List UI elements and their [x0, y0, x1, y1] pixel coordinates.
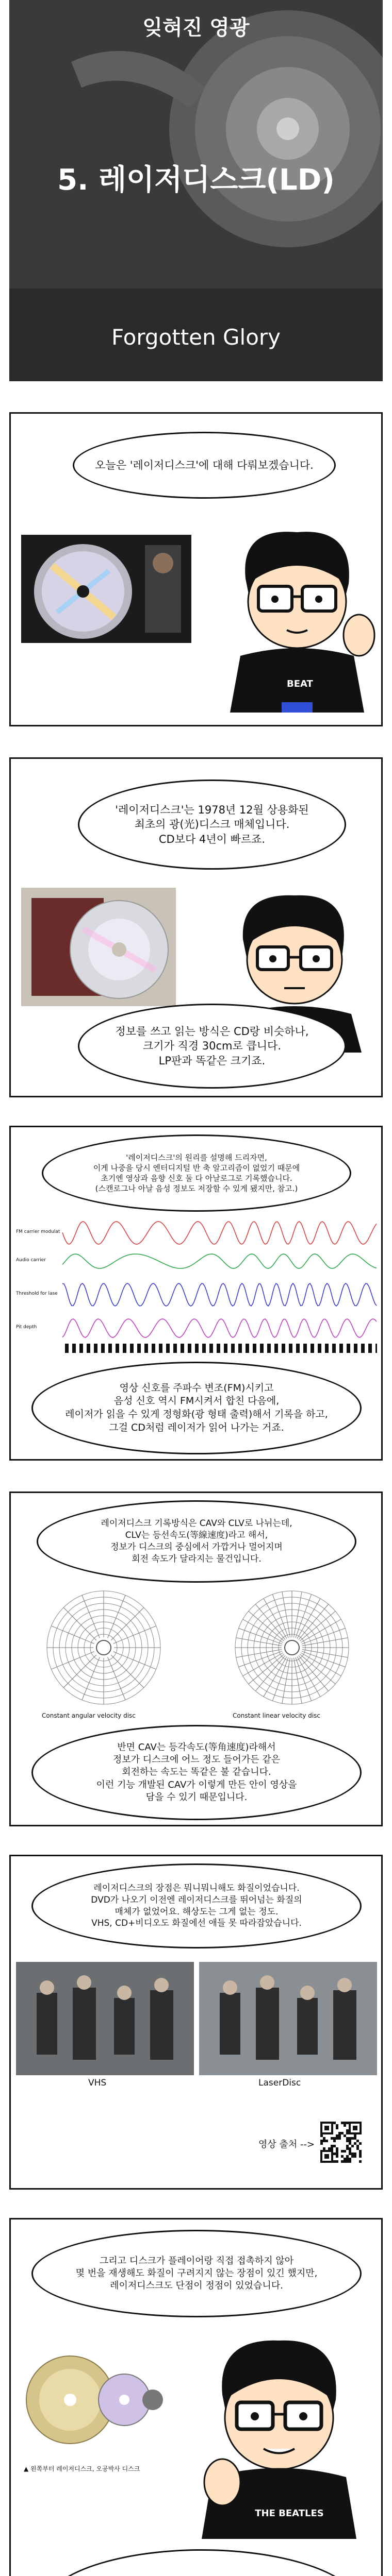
pit-mark — [152, 1344, 155, 1353]
signal-wave — [62, 1222, 377, 1244]
pit-mark — [231, 1344, 235, 1353]
pit-mark — [318, 1344, 321, 1353]
svg-text:BEAT: BEAT — [287, 679, 313, 689]
panel-history — [9, 757, 383, 1097]
pit-mark — [144, 1344, 148, 1353]
pit-mark — [94, 1344, 97, 1353]
signal-wave — [62, 1319, 377, 1337]
pit-mark — [311, 1344, 314, 1353]
narrator-character — [186, 2323, 372, 2539]
explain-text: 레이저디스크 기록방식은 CAV와 CLV로 나뉘는데, CLV는 등선속도(等線速度)라고 해서, 정보가 디스크의 중심에서 가깝거나 멀어지며 회전 속도가 달라지는 물건입니다. — [101, 1518, 292, 1564]
image-caption: ▲ 왼쪽부터 레이저디스크, 오공박사 디스크 — [24, 2465, 140, 2472]
disc-hole — [96, 1640, 111, 1655]
pit-mark — [130, 1344, 134, 1353]
speech-bubble — [42, 2549, 362, 2576]
pit-mark — [267, 1344, 271, 1353]
pit-mark — [202, 1344, 206, 1353]
graph-label: FM carrier modulat — [16, 1229, 60, 1234]
subtitle: Forgotten Glory — [111, 325, 281, 350]
caption-bubble — [31, 1362, 362, 1454]
explain-bubble — [42, 1134, 351, 1212]
title-panel — [9, 0, 383, 381]
speech-bubble — [78, 1004, 346, 1089]
pit-mark — [65, 1344, 69, 1353]
pit-mark — [339, 1344, 343, 1353]
panel-quality — [9, 1855, 383, 2190]
panel-cav-clv — [9, 1492, 383, 1826]
pit-mark — [188, 1344, 191, 1353]
pit-mark — [246, 1344, 249, 1353]
signal-wave — [62, 1283, 377, 1306]
pit-mark — [137, 1344, 141, 1353]
pit-mark — [79, 1344, 83, 1353]
cav-disc-diagram — [21, 1586, 186, 1709]
explain-text: '레이저디스크'의 원리를 설명해 드리자면, 이게 나중을 당시 엔터디지털 반 축 알고리즘이 없었기 때문에 초기엔 영상과 음향 신호 둘 다 아날로그로 기록했습니다. (스캔로그나 아날 음성 정보도 저장할 수 있게 됐지만, 참고.) — [93, 1153, 300, 1194]
series-title: 잊혀진 영광 — [142, 16, 250, 40]
pit-mark — [101, 1344, 105, 1353]
speech-text: 정보를 쓰고 읽는 방식은 CD랑 비슷하나, 크기가 직경 30cm로 큽니다. LP판과 똑같은 크기죠. — [115, 1025, 309, 1067]
caption-text: 반면 CAV는 등각속도(等角速度)라해서 정보가 디스크에 어느 정도 들어가든 같은 회전하는 속도는 똑같은 불 같습니다. 이런 기능 개발된 CAV가 이렇게 만든 안이 영상을 담을 수 있기 때문입니다. — [96, 1741, 297, 1803]
shirt-text: THE BEATLES — [255, 2508, 324, 2519]
speech-text: '레이저디스크'는 1978년 12월 상용화된 최초의 광(光)디스크 매체입니다. CD보다 4년이 빠르죠. — [115, 803, 309, 845]
pit-mark — [274, 1344, 278, 1353]
speech-bubble — [78, 779, 346, 870]
explain-text: 레이저디스크의 장점은 뭐니뭐니해도 화질이었습니다. DVD가 나오기 이전엔 레이저디스크를 뛰어넘는 화질의 매체가 없었어요. 해상도는 그게 없는 정도. VHS, CD+비디오도 화질에선 애들 못 따라잡았습니다. — [91, 1883, 302, 1929]
pit-mark — [108, 1344, 112, 1353]
pit-mark — [173, 1344, 177, 1353]
pit-mark — [361, 1344, 365, 1353]
cav-label: Constant angular velocity disc — [42, 1712, 136, 1719]
speech-bubble — [31, 2230, 362, 2317]
graph-label: Audio carrier — [16, 1258, 46, 1263]
caption-text: 영상 신호를 주파수 변조(FM)시키고 음성 신호 역시 FM시켜서 합친 다음에, 레이저가 읽을 수 있게 정형화(광 형태 출력)해서 기록을 하고, 그걸 CD처럼 레이저가 읽어 나가는 거죠. — [65, 1382, 328, 1433]
ld-label: LaserDisc — [258, 2078, 301, 2088]
graph-label: Threshold for lase — [16, 1291, 58, 1296]
pit-mark — [282, 1344, 285, 1353]
narrator-character — [209, 517, 380, 713]
pit-mark — [325, 1344, 329, 1353]
disc-hole — [285, 1640, 299, 1655]
signal-diagram — [16, 1217, 377, 1357]
qr-code-icon[interactable] — [320, 2122, 362, 2163]
graph-label: Pit depth — [16, 1325, 37, 1330]
speech-text: 오늘은 '레이저디스크'에 대해 다뤄보겠습니다. — [95, 459, 314, 471]
pit-mark — [303, 1344, 307, 1353]
pit-mark — [181, 1344, 184, 1353]
pit-mark — [368, 1344, 372, 1353]
speech-text: 그리고 디스크가 플레이어랑 직접 접촉하지 않아 몇 번을 재생해도 화질이 구려지지 않는 장점이 있긴 했지만, 레이저디스크도 단점이 정점이 있었습니다. — [75, 2255, 318, 2292]
clv-label: Constant linear velocity disc — [233, 1712, 321, 1719]
explain-bubble — [31, 1863, 362, 1948]
pit-mark — [116, 1344, 119, 1353]
pit-mark — [209, 1344, 213, 1353]
pit-mark — [332, 1344, 336, 1353]
pit-mark — [159, 1344, 162, 1353]
pit-mark — [195, 1344, 199, 1353]
pit-mark — [289, 1344, 292, 1353]
pit-mark — [72, 1344, 76, 1353]
pit-mark — [87, 1344, 90, 1353]
caption-bubble — [31, 1725, 362, 1820]
pit-mark — [347, 1344, 350, 1353]
panel-intro — [9, 412, 383, 726]
panel-principle — [9, 1126, 383, 1461]
panel-drawbacks — [9, 2218, 383, 2576]
pit-mark — [296, 1344, 300, 1353]
pit-mark — [217, 1344, 220, 1353]
speech-bubble — [73, 432, 336, 499]
explain-bubble — [37, 1500, 356, 1583]
pit-mark — [224, 1344, 227, 1353]
disc-size-comparison — [21, 2348, 166, 2462]
pit-mark — [238, 1344, 242, 1353]
pit-mark — [375, 1344, 377, 1353]
laserdisc-photo — [21, 888, 176, 1006]
pit-mark — [354, 1344, 357, 1353]
clv-disc-diagram — [209, 1586, 374, 1709]
pit-mark — [123, 1344, 126, 1353]
pit-mark — [166, 1344, 170, 1353]
episode-title: 5. 레이저디스크(LD) — [57, 163, 335, 197]
pit-mark — [260, 1344, 264, 1353]
source-link[interactable]: 영상 출처 --> — [258, 2139, 315, 2150]
signal-wave — [62, 1254, 377, 1268]
vhs-label: VHS — [88, 2078, 107, 2088]
vhs-vs-ld-comparison — [16, 1962, 377, 2075]
disc-photo — [21, 535, 191, 643]
pit-mark — [253, 1344, 256, 1353]
